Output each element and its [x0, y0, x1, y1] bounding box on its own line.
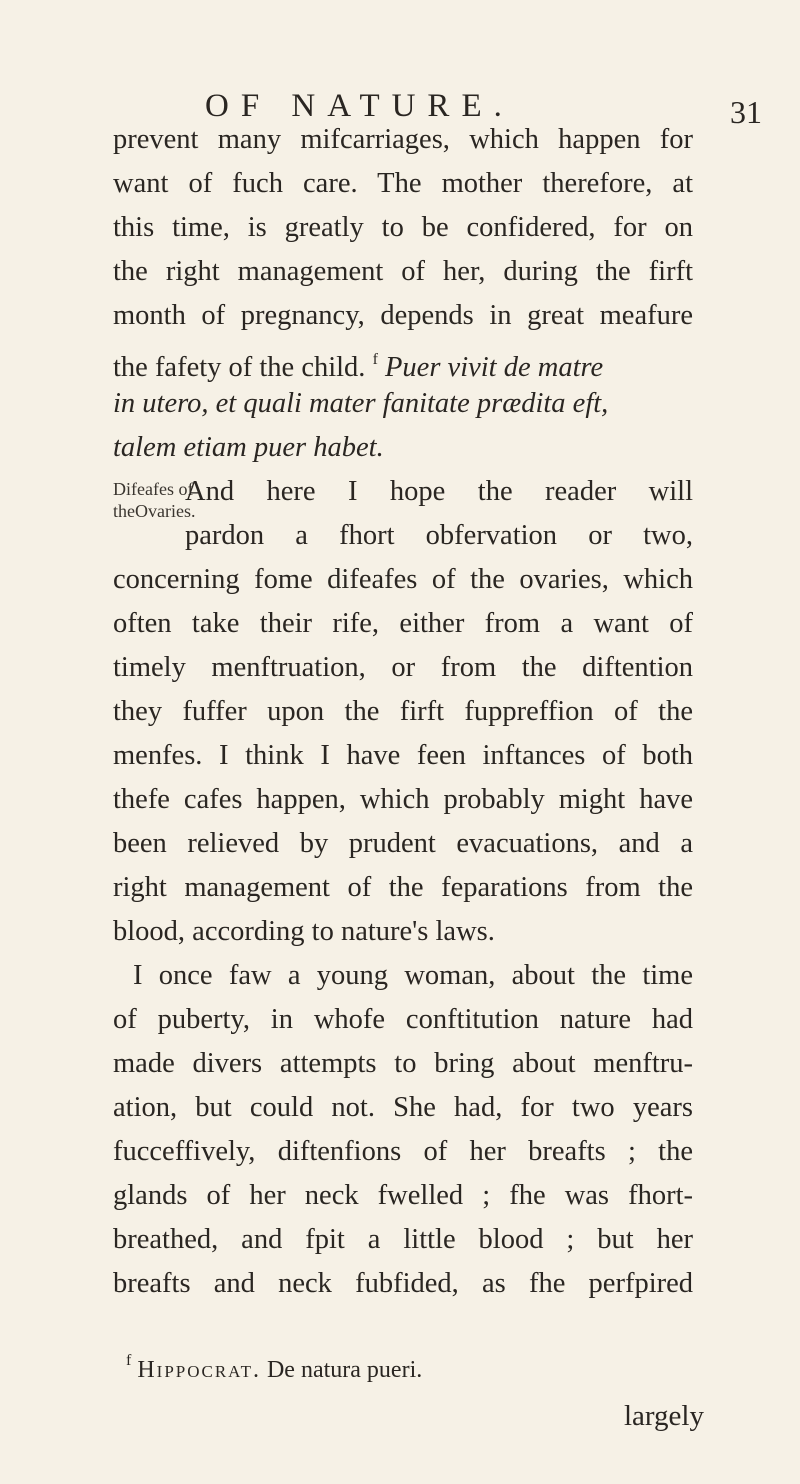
text-line: often take their rife, either from a want of — [113, 608, 693, 639]
text-line: been relieved by prudent evacuations, and a — [113, 828, 693, 859]
latin-quote-line: in utero, et quali mater fanitate prædita eft, — [113, 388, 609, 419]
latin-quote: Puer vivit de matre — [385, 352, 604, 383]
margin-note-line: theOvaries. — [113, 501, 196, 521]
text-line: this time, is greatly to be confidered, for on — [113, 212, 693, 243]
text-line: of puberty, in whofe conftitution nature had — [113, 1004, 693, 1035]
text-line: blood, according to nature's laws. — [113, 916, 495, 947]
footnote — [126, 1352, 422, 1384]
text-line: timely menftruation, or from the diftention — [113, 652, 693, 683]
latin-quote-line: talem etiam puer habet. — [113, 432, 384, 463]
text-line: month of pregnancy, depends in great meafure — [113, 300, 693, 331]
text-line: thefe cafes happen, which probably might have — [113, 784, 693, 815]
text-line: And here I hope the reader will — [185, 476, 693, 507]
text-fragment: the fafety of the child. — [113, 352, 366, 383]
text-line: they fuffer upon the firft fuppreffion of the — [113, 696, 693, 727]
text-line: fucceffively, diftenfions of her breafts ; the — [113, 1136, 693, 1167]
text-line: I once faw a young woman, about the time — [133, 960, 693, 991]
text-line: pardon a fhort obfervation or two, — [185, 520, 693, 551]
text-line: breafts and neck fubfided, as fhe perfpired — [113, 1268, 693, 1299]
text-line: glands of her neck fwelled ; fhe was fhort- — [113, 1180, 693, 1211]
text-line: menfes. I think I have feen inftances of both — [113, 740, 693, 771]
text-line: prevent many mifcarriages, which happen for — [113, 124, 693, 155]
text-line: right management of the feparations from the — [113, 872, 693, 903]
text-line: made divers attempts to bring about menftru- — [113, 1048, 693, 1079]
text-line: ation, but could not. She had, for two years — [113, 1092, 693, 1123]
margin-note-line: Difeafes of — [113, 479, 194, 499]
footnote-author: Hippocrat. — [137, 1357, 261, 1383]
text-line: the right management of her, during the firft — [113, 256, 693, 287]
footnote-mark: f — [126, 1352, 132, 1369]
page-number: 31 — [730, 94, 762, 130]
text-line: breathed, and fpit a little blood ; but her — [113, 1224, 693, 1255]
running-title: OF NATURE. — [205, 88, 514, 124]
text-line: want of fuch care. The mother therefore, at — [113, 168, 693, 199]
footnote-work: De natura pueri. — [266, 1357, 423, 1383]
footnote-reference: f — [372, 351, 378, 368]
text-line: concerning fome difeafes of the ovaries, which — [113, 564, 693, 595]
catchword: largely — [624, 1400, 704, 1432]
